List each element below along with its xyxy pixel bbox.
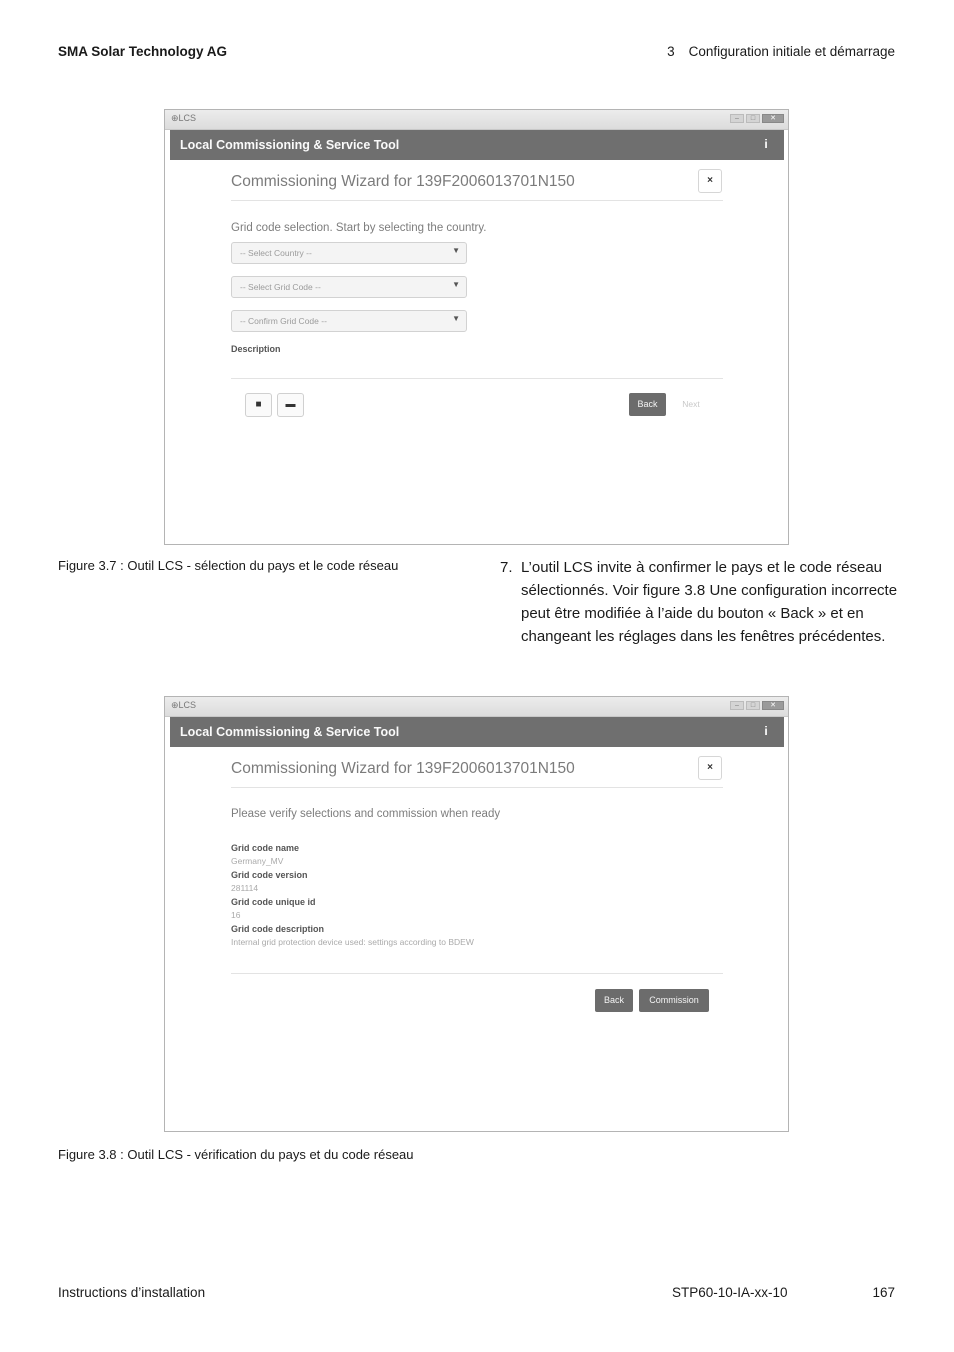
confirm-grid-code-select-value: -- Confirm Grid Code -- [240, 316, 327, 326]
footer-doc-number: STP60-10-IA-xx-10 [672, 1285, 788, 1300]
divider [231, 378, 723, 379]
minimize-button[interactable]: – [730, 701, 744, 710]
grid-code-select[interactable] [231, 276, 467, 298]
screenshot-grid-code-verification [164, 696, 789, 1132]
footer-manual-title: Instructions d’installation [58, 1285, 206, 1300]
step-text: L’outil LCS invite à confirmer le pays et le code réseau sélectionnés. Voir figure 3.8 Une configuration incorrecte peut être modifiée à l’aide du bouton « Back » et en changeant les réglages dans les fenêtres précédentes. [521, 559, 898, 645]
chevron-down-icon: ▼ [452, 246, 460, 255]
grid-code-version-label: Grid code version [231, 870, 308, 880]
window-close-button[interactable]: ✕ [762, 114, 784, 123]
info-icon[interactable]: i [764, 137, 768, 151]
info-icon[interactable]: i [764, 724, 768, 738]
app-header [170, 130, 784, 160]
app-title: Local Commissioning & Service Tool [180, 725, 400, 739]
back-button[interactable]: Back [595, 989, 633, 1012]
wizard-title: Commissioning Wizard for 139F2006013701N150 [231, 760, 575, 777]
page-footer [58, 1285, 895, 1305]
country-select[interactable] [231, 242, 467, 264]
app-logo-icon: ⊕ [171, 700, 179, 710]
back-button[interactable]: Back [629, 393, 666, 416]
page-number: 167 [872, 1285, 895, 1300]
divider [231, 787, 723, 788]
description-label: Description [231, 344, 281, 354]
grid-code-name-label: Grid code name [231, 843, 300, 853]
chevron-down-icon: ▼ [452, 314, 460, 323]
maximize-button[interactable]: □ [746, 701, 760, 710]
window-titlebar [165, 697, 788, 717]
wizard-close-button[interactable]: × [698, 169, 722, 193]
open-folder-button[interactable] [277, 393, 304, 417]
chapter-heading [667, 44, 895, 59]
grid-code-id-label: Grid code unique id [231, 897, 316, 907]
commission-button[interactable]: Commission [639, 989, 709, 1012]
window-title: ⊕LCS [171, 113, 197, 123]
folder-icon: ▬ [285, 399, 296, 410]
window-controls [730, 701, 784, 710]
grid-code-version-value: 281114 [231, 883, 259, 893]
grid-code-select-value: -- Select Grid Code -- [240, 282, 321, 292]
grid-code-description-value: Internal grid protection device used: settings according to BDEW [231, 937, 474, 947]
company-name: SMA Solar Technology AG [58, 44, 228, 59]
chapter-title: Configuration initiale et démarrage [688, 44, 895, 59]
page-header [58, 44, 895, 64]
confirm-grid-code-select[interactable] [231, 310, 467, 332]
divider [231, 973, 723, 974]
window-titlebar [165, 110, 788, 130]
wizard-close-button[interactable]: × [698, 756, 722, 780]
grid-code-prompt: Grid code selection. Start by selecting the country. [231, 222, 487, 234]
chevron-down-icon: ▼ [452, 280, 460, 289]
next-button[interactable]: Next [682, 399, 700, 409]
figure-caption-3-8: Figure 3.8 : Outil LCS - vérification du pays et du code réseau [58, 1147, 414, 1162]
window-close-button[interactable]: ✕ [762, 701, 784, 710]
grid-code-description-label: Grid code description [231, 924, 325, 934]
divider [231, 200, 723, 201]
grid-code-id-value: 16 [231, 910, 241, 920]
app-title: Local Commissioning & Service Tool [180, 138, 400, 152]
figure-caption-3-7: Figure 3.7 : Outil LCS - sélection du pays et le code réseau [58, 558, 399, 573]
new-file-button[interactable] [245, 393, 272, 417]
window-title: ⊕LCS [171, 700, 197, 710]
step-number: 7. [500, 559, 513, 576]
chapter-number: 3 [667, 44, 675, 59]
screenshot-grid-code-selection [164, 109, 789, 545]
grid-code-name-value: Germany_MV [231, 856, 284, 866]
verify-prompt: Please verify selections and commission when ready [231, 808, 501, 820]
maximize-button[interactable]: □ [746, 114, 760, 123]
app-header [170, 717, 784, 747]
window-controls [730, 114, 784, 123]
minimize-button[interactable]: – [730, 114, 744, 123]
wizard-title: Commissioning Wizard for 139F2006013701N150 [231, 173, 575, 190]
country-select-value: -- Select Country -- [240, 248, 312, 258]
app-logo-icon: ⊕ [171, 113, 179, 123]
file-icon: ■ [255, 399, 262, 410]
